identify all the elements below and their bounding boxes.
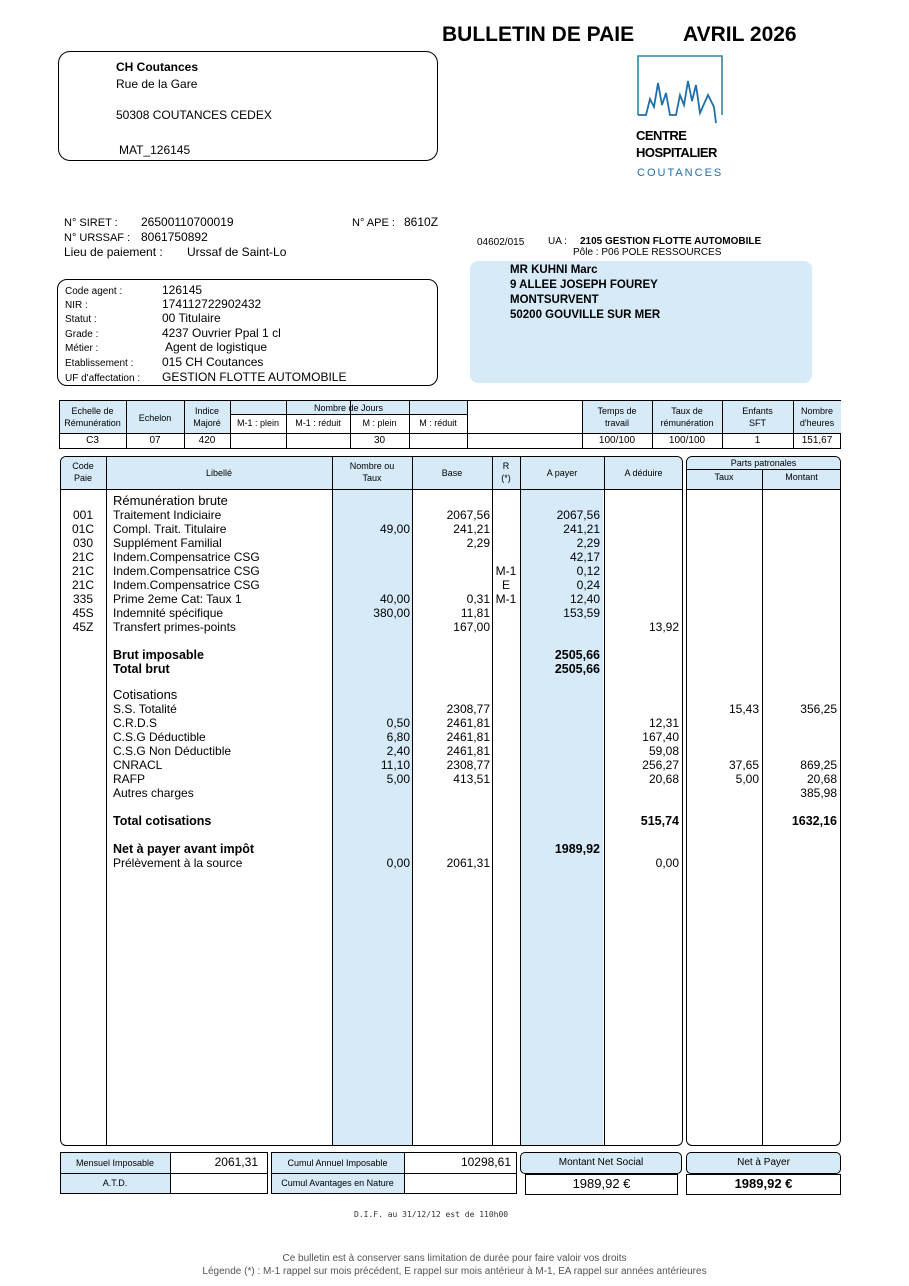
cumul-label: Cumul Annuel Imposable bbox=[287, 1158, 388, 1168]
logo-line-2: HOSPITALIER bbox=[636, 145, 717, 160]
agent-field-value: GESTION FLOTTE AUTOMOBILE bbox=[162, 370, 347, 384]
header-divider bbox=[686, 489, 841, 490]
code-header: Code bbox=[72, 461, 94, 471]
row-nombre: 11,10 bbox=[380, 758, 410, 772]
row-adeduire: 0,00 bbox=[655, 856, 679, 870]
row-adeduire: 13,92 bbox=[648, 620, 679, 634]
agent-field-label: Statut : bbox=[65, 314, 97, 325]
agent-field-value: 015 CH Coutances bbox=[162, 355, 264, 369]
employer-street: Rue de la Gare bbox=[116, 77, 198, 91]
row-divider bbox=[59, 433, 841, 434]
row-libelle: CNRACL bbox=[113, 758, 163, 772]
table-row bbox=[0, 702, 909, 716]
jours-header: Nombre de Jours bbox=[313, 403, 384, 413]
table-row bbox=[0, 606, 909, 620]
row-r: E bbox=[501, 578, 510, 592]
row-r: M-1 bbox=[495, 592, 517, 606]
agent-field-label: NIR : bbox=[65, 300, 88, 311]
row-libelle: Indemnité spécifique bbox=[113, 606, 224, 620]
row-nombre: 0,50 bbox=[386, 716, 410, 730]
table-row bbox=[0, 842, 909, 856]
table-row bbox=[0, 730, 909, 744]
atd-label: A.T.D. bbox=[102, 1178, 128, 1188]
row-nombre: 6,80 bbox=[386, 730, 410, 744]
row-divider bbox=[271, 1173, 517, 1174]
row-nombre: 2,40 bbox=[386, 744, 410, 758]
row-code: 45S bbox=[72, 606, 94, 620]
mensuel-value: 2061,31 bbox=[214, 1155, 258, 1169]
ape-label: N° APE : bbox=[352, 217, 395, 229]
indice-header: Majoré bbox=[193, 418, 221, 428]
table-row bbox=[0, 550, 909, 564]
row-libelle: C.S.G Déductible bbox=[113, 730, 206, 744]
row-pmontant: 869,25 bbox=[800, 758, 837, 772]
column-divider bbox=[467, 400, 468, 449]
header-label: Enfants bbox=[742, 406, 773, 416]
row-apayer: 0,12 bbox=[576, 564, 600, 578]
row-libelle: RAFP bbox=[113, 772, 146, 786]
logo-line-1: CENTRE bbox=[636, 128, 687, 143]
header-value-mplein: 30 bbox=[373, 435, 386, 446]
table-row bbox=[0, 578, 909, 592]
row-base: 241,21 bbox=[453, 522, 490, 536]
header-label: Taux de bbox=[671, 406, 703, 416]
employer-name: CH Coutances bbox=[116, 60, 199, 74]
row-ptaux: 15,43 bbox=[728, 702, 759, 716]
table-row bbox=[0, 716, 909, 730]
header-value-heures: 151,67 bbox=[801, 435, 833, 446]
table-row bbox=[0, 592, 909, 606]
row-base: 167,00 bbox=[453, 620, 490, 634]
row-libelle: Brut imposable bbox=[113, 648, 204, 662]
paiement-label: Lieu de paiement : bbox=[64, 245, 163, 259]
jours-subheader: M-1 : réduit bbox=[295, 418, 341, 428]
row-libelle: Autres charges bbox=[113, 786, 194, 800]
row-libelle: Cotisations bbox=[113, 687, 178, 702]
row-base: 2461,81 bbox=[446, 744, 490, 758]
echelle-header: Rémunération bbox=[64, 418, 121, 428]
employer-box bbox=[58, 51, 438, 161]
legal-note: Ce bulletin est à conserver sans limitation de durée pour faire valoir vos droits bbox=[282, 1253, 627, 1264]
row-libelle: C.S.G Non Déductible bbox=[113, 744, 232, 758]
row-apayer: 2505,66 bbox=[554, 648, 600, 662]
row-libelle: Indem.Compensatrice CSG bbox=[113, 550, 260, 564]
row-pmontant: 20,68 bbox=[806, 772, 837, 786]
table-row bbox=[0, 688, 909, 702]
table-row bbox=[0, 494, 909, 508]
ua-pole: Pôle : P06 POLE RESSOURCES bbox=[573, 247, 722, 258]
row-nombre: 0,00 bbox=[386, 856, 410, 870]
row-adeduire: 256,27 bbox=[642, 758, 679, 772]
table-row bbox=[0, 564, 909, 578]
row-base: 2461,81 bbox=[446, 716, 490, 730]
table-row bbox=[0, 662, 909, 676]
row-libelle: Supplément Familial bbox=[113, 536, 222, 550]
apayer-header: A payer bbox=[546, 468, 578, 478]
row-nombre: 380,00 bbox=[373, 606, 410, 620]
jours-subheader: M : réduit bbox=[419, 418, 457, 428]
adeduire-header: A déduire bbox=[624, 468, 663, 478]
ape-value: 8610Z bbox=[404, 215, 439, 229]
row-pmontant: 356,25 bbox=[800, 702, 837, 716]
siret-value: 26500110700019 bbox=[141, 215, 234, 229]
row-adeduire: 12,31 bbox=[648, 716, 679, 730]
table-row bbox=[0, 648, 909, 662]
agent-field-value: 4237 Ouvrier Ppal 1 cl bbox=[162, 326, 281, 340]
header-value-taux: 100/100 bbox=[668, 435, 706, 446]
agent-field-label: Code agent : bbox=[65, 286, 123, 297]
row-adeduire: 59,08 bbox=[648, 744, 679, 758]
address-line: 9 ALLEE JOSEPH FOUREY bbox=[510, 279, 658, 291]
row-ptaux: 37,65 bbox=[728, 758, 759, 772]
table-row bbox=[0, 522, 909, 536]
echelle-header: Echelle de bbox=[71, 406, 114, 416]
row-libelle: Total cotisations bbox=[113, 814, 212, 828]
row-apayer: 42,17 bbox=[569, 550, 600, 564]
row-code: 001 bbox=[72, 508, 94, 522]
hospital-logo bbox=[636, 55, 726, 125]
header-label: travail bbox=[604, 418, 629, 428]
agent-field-label: Métier : bbox=[65, 343, 99, 354]
agent-field-label: UF d'affectation : bbox=[65, 373, 141, 384]
row-base: 2,29 bbox=[466, 536, 490, 550]
jours-subheader: M : plein bbox=[362, 418, 397, 428]
header-label: d'heures bbox=[799, 418, 835, 428]
row-apayer: 2505,66 bbox=[554, 662, 600, 676]
row-pmontant: 1632,16 bbox=[791, 814, 837, 828]
header-label: Nombre bbox=[800, 406, 833, 416]
row-code: 21C bbox=[71, 564, 94, 578]
urssaf-value: 8061750892 bbox=[141, 230, 208, 244]
row-r: M-1 bbox=[495, 564, 517, 578]
row-base: 2061,31 bbox=[446, 856, 490, 870]
row-nombre: 5,00 bbox=[386, 772, 410, 786]
header-label: SFT bbox=[749, 418, 766, 428]
row-apayer: 1989,92 bbox=[554, 842, 600, 856]
libelle-header: Libellé bbox=[205, 468, 233, 478]
row-base: 2461,81 bbox=[446, 730, 490, 744]
ptaux-header: Taux bbox=[714, 472, 734, 482]
nombre-header: Nombre ou bbox=[349, 461, 395, 471]
row-base: 0,31 bbox=[466, 592, 490, 606]
row-libelle: Prime 2eme Cat: Taux 1 bbox=[113, 592, 242, 606]
agent-field-value: 126145 bbox=[162, 283, 203, 297]
address-line: MONTSURVENT bbox=[510, 294, 599, 306]
row-libelle: Traitement Indiciaire bbox=[113, 508, 222, 522]
row-apayer: 153,59 bbox=[563, 606, 600, 620]
ua-value: 2105 GESTION FLOTTE AUTOMOBILE bbox=[580, 236, 762, 247]
table-row bbox=[0, 744, 909, 758]
row-libelle: Transfert primes-points bbox=[113, 620, 236, 634]
row-adeduire: 515,74 bbox=[640, 814, 679, 828]
net-label: Net à Payer bbox=[737, 1157, 790, 1168]
row-libelle: Rémunération brute bbox=[113, 493, 228, 508]
row-libelle: C.R.D.S bbox=[113, 716, 158, 730]
row-base: 2308,77 bbox=[446, 702, 490, 716]
header-value-enfants: 1 bbox=[754, 435, 761, 446]
row-libelle: S.S. Totalité bbox=[113, 702, 177, 716]
table-row bbox=[0, 814, 909, 828]
employer-mat: MAT_126145 bbox=[119, 143, 191, 157]
row-nombre: 40,00 bbox=[379, 592, 410, 606]
header-divider bbox=[60, 489, 683, 490]
jours-subheader: M-1 : plein bbox=[236, 418, 280, 428]
code-header: Paie bbox=[73, 473, 92, 483]
row-libelle: Prélèvement à la source bbox=[113, 856, 243, 870]
avantages-label: Cumul Avantages en Nature bbox=[281, 1178, 394, 1188]
row-pmontant: 385,98 bbox=[800, 786, 837, 800]
r-header: R bbox=[502, 461, 510, 471]
agent-field-label: Grade : bbox=[65, 329, 99, 340]
row-apayer: 12,40 bbox=[569, 592, 600, 606]
cumul-value: 10298,61 bbox=[460, 1155, 511, 1169]
row-base: 11,81 bbox=[460, 606, 490, 620]
base-header: Base bbox=[441, 468, 463, 478]
row-divider bbox=[230, 414, 467, 415]
row-apayer: 241,21 bbox=[563, 522, 600, 536]
urssaf-label: N° URSSAF : bbox=[64, 232, 131, 244]
table-row bbox=[0, 620, 909, 634]
row-code: 21C bbox=[71, 550, 94, 564]
header-value-indice: 420 bbox=[198, 435, 216, 446]
row-code: 01C bbox=[71, 522, 94, 536]
table-row bbox=[0, 856, 909, 870]
ua-code: 04602/015 bbox=[477, 237, 525, 248]
mensuel-label: Mensuel Imposable bbox=[75, 1158, 155, 1168]
parts-header: Parts patronales bbox=[730, 458, 797, 468]
header-label: Temps de bbox=[597, 406, 637, 416]
document-title: BULLETIN DE PAIE bbox=[442, 23, 635, 46]
legend-note: Légende (*) : M-1 rappel sur mois précédent, E rappel sur mois antérieur à M-1, EA rappel sur années antérieures bbox=[202, 1266, 707, 1277]
nombre-header: Taux bbox=[362, 473, 382, 483]
agent-field-value: 174112722902432 bbox=[162, 297, 262, 311]
row-divider bbox=[60, 1173, 268, 1174]
address-line: MR KUHNI Marc bbox=[510, 264, 598, 276]
header-divider bbox=[686, 469, 841, 470]
row-libelle: Indem.Compensatrice CSG bbox=[113, 564, 260, 578]
row-adeduire: 20,68 bbox=[648, 772, 679, 786]
siret-label: N° SIRET : bbox=[64, 217, 118, 229]
row-adeduire: 167,40 bbox=[642, 730, 679, 744]
agent-field-value: 00 Titulaire bbox=[162, 311, 221, 325]
row-libelle: Compl. Trait. Titulaire bbox=[113, 522, 227, 536]
agent-field-label: Etablissement : bbox=[65, 358, 134, 369]
row-code: 21C bbox=[71, 578, 94, 592]
table-row bbox=[0, 758, 909, 772]
row-base: 413,51 bbox=[453, 772, 490, 786]
pay-period: AVRIL 2026 bbox=[683, 23, 797, 46]
row-base: 2067,56 bbox=[446, 508, 490, 522]
header-value-temps: 100/100 bbox=[598, 435, 636, 446]
net-social-label: Montant Net Social bbox=[558, 1157, 644, 1168]
row-apayer: 2067,56 bbox=[556, 508, 600, 522]
row-nombre: 49,00 bbox=[379, 522, 410, 536]
net-social-value: 1989,92 € bbox=[572, 1176, 631, 1191]
header-value-echelle: C3 bbox=[86, 435, 99, 446]
dif-note: D.I.F. au 31/12/12 est de 110h00 bbox=[354, 1210, 509, 1219]
row-code: 335 bbox=[72, 592, 94, 606]
r-header: (*) bbox=[501, 473, 511, 483]
row-apayer: 2,29 bbox=[576, 536, 600, 550]
row-apayer: 0,24 bbox=[576, 578, 600, 592]
header-label: rémunération bbox=[660, 418, 714, 428]
pmontant-header: Montant bbox=[785, 472, 818, 482]
row-code: 45Z bbox=[72, 620, 94, 634]
agent-field-value: Agent de logistique bbox=[165, 340, 268, 354]
row-base: 2308,77 bbox=[446, 758, 490, 772]
logo-line-3: COUTANCES bbox=[637, 167, 724, 179]
table-row bbox=[0, 786, 909, 800]
row-libelle: Indem.Compensatrice CSG bbox=[113, 578, 260, 592]
row-libelle: Total brut bbox=[113, 662, 170, 676]
address-line: 50200 GOUVILLE SUR MER bbox=[510, 309, 661, 321]
header-value-echelon: 07 bbox=[149, 435, 161, 446]
net-value: 1989,92 € bbox=[734, 1176, 793, 1191]
table-row bbox=[0, 536, 909, 550]
ua-label: UA : bbox=[548, 236, 567, 247]
row-libelle: Net à payer avant impôt bbox=[113, 842, 255, 856]
indice-header: Indice bbox=[194, 406, 220, 416]
echelon-header: Echelon bbox=[138, 413, 172, 423]
paiement-value: Urssaf de Saint-Lo bbox=[187, 245, 287, 259]
table-row bbox=[0, 772, 909, 786]
employer-city: 50308 COUTANCES CEDEX bbox=[116, 108, 272, 122]
row-code: 030 bbox=[72, 536, 94, 550]
row-ptaux: 5,00 bbox=[735, 772, 759, 786]
table-row bbox=[0, 508, 909, 522]
